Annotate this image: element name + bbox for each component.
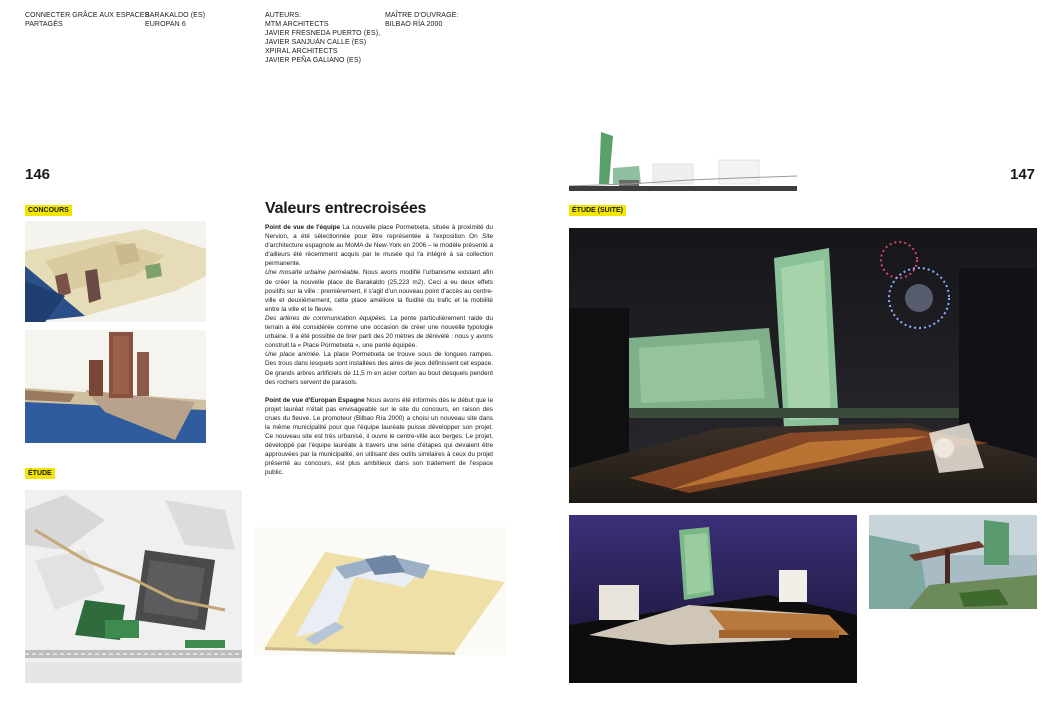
- header-text: JAVIER PEÑA GALIANO (ES): [265, 57, 362, 64]
- header-text: BARAKALDO (ES): [145, 12, 206, 19]
- header-client: [385, 11, 458, 29]
- article-emphasis: Site: [481, 233, 493, 241]
- header-text: JAVIER SANJUÁN CALLE (ES): [265, 39, 367, 46]
- tag-etude-suite: ÉTUDE (SUITE): [569, 205, 626, 216]
- header-location: [145, 11, 205, 29]
- article-body: [265, 223, 493, 478]
- elevation-image: [569, 128, 797, 191]
- article-emphasis: Une place animée.: [265, 351, 321, 359]
- header-text: JAVIER FRESNEDA PUERTO (ES),: [265, 30, 381, 37]
- tag-etude: ÉTUDE: [25, 468, 55, 479]
- header-text: BILBAO RÍA 2000: [385, 21, 443, 28]
- header-text: MAÎTRE D'OUVRAGE:: [385, 12, 459, 19]
- article-text: La place Pormetxeta se trouve sous de longues rampes. Des trous dans lesquels sont installées des aires de jeux définissent cet espace. De grands arbres artificiels de 11,5 m en acier corten au bout desquels pendent des rochers servent de parasols.: [265, 351, 493, 386]
- article-text: d'architecture espagnole au MoMA de New-York en 2006 – le modèle présenté a d'ailleurs été récemment acquis par le musée qui l'a intégré à sa collection permanente.: [265, 242, 493, 268]
- article-emphasis: Une mosaïte urbaine perméable.: [265, 269, 361, 277]
- article-lead: Point de vue d'Europan Espagne: [265, 396, 365, 404]
- header-text: CONNECTER GRÂCE AUX ESPACES: [25, 12, 150, 19]
- article-text: Nous avons modifié l'urbanisme existant afin de créer la nouvelle place de Barakaldo (25,223 m2). Ceci a eu deux effets positifs sur la ville : premièrement, il s'agit d'un nouveau point d'accès au centre-ville et deuxièmement, cette place améliore la fluidité du trafic et la mobilité entre la ville et le fleuve.: [265, 269, 493, 313]
- article-paragraph-3: [265, 314, 493, 350]
- header-text: XPIRAL ARCHITECTS: [265, 48, 338, 55]
- page-number-right: 147: [1010, 166, 1036, 183]
- header-text: EUROPAN 6: [145, 21, 186, 28]
- header-authors: [265, 11, 380, 65]
- header-text: MTM ARCHITECTS: [265, 21, 329, 28]
- concours-model-image-2: [25, 330, 206, 443]
- article-text: La nouvelle place Pormetxeta, située à proximité du Nervion, a été sélectionnée pour être représentée à l'exposition On: [265, 224, 493, 241]
- header-project-title: [25, 11, 149, 29]
- header-text: PARTAGÉS: [25, 21, 63, 28]
- article-paragraph-1: [265, 223, 493, 268]
- umbrella-render-image: [869, 515, 1037, 609]
- article-paragraph-4: [265, 350, 493, 386]
- header-text: AUTEURS:: [265, 12, 302, 19]
- physical-model-image: [569, 515, 857, 683]
- concours-model-image-1: [25, 221, 206, 322]
- article-text: La pente particulièrement raide du terrain a été considérée comme une occasion de créer une nouvelle typologie urbaine. Il a été possible de tirer parti des 20 mètres de dénivelé : nous y avons construit la « Place Pormetxeta », une pente équipée.: [265, 314, 493, 350]
- article-paragraph-5: [265, 396, 493, 478]
- page-number-left: 146: [25, 166, 51, 183]
- tag-concours: CONCOURS: [25, 205, 72, 216]
- article-text: Nous avons été informés dès le début que le projet lauréat n'était pas envisageable sur le site du concours, en raison des crues du fleuve. Le promoteur (Bilbao Ría 2000) a choisi un nouveau site dans la même municipalité pour que l'équipe lauréate puisse développer son projet. Ce nouveau site est très urbanisé, il ouvre le centre-ville aux berges. Le projet, développé par l'équipe lauréate à travers une série d'étapes qui devaient être approuvées par la municipalité, en utilisant des outils similaires à ceux du projet présenté au concours, est plus ambitieux dans son traitement de l'espace public.: [265, 396, 493, 477]
- article-emphasis: Des artères de communication équipées.: [265, 314, 387, 322]
- ramp-model-image: [255, 527, 507, 655]
- article-title: Valeurs entrecroisées: [265, 200, 427, 217]
- night-render-image: [569, 228, 1037, 503]
- site-plan-image: [25, 490, 242, 683]
- article-paragraph-2: [265, 268, 493, 313]
- article-lead: Point de vue de l'équipe: [265, 224, 341, 231]
